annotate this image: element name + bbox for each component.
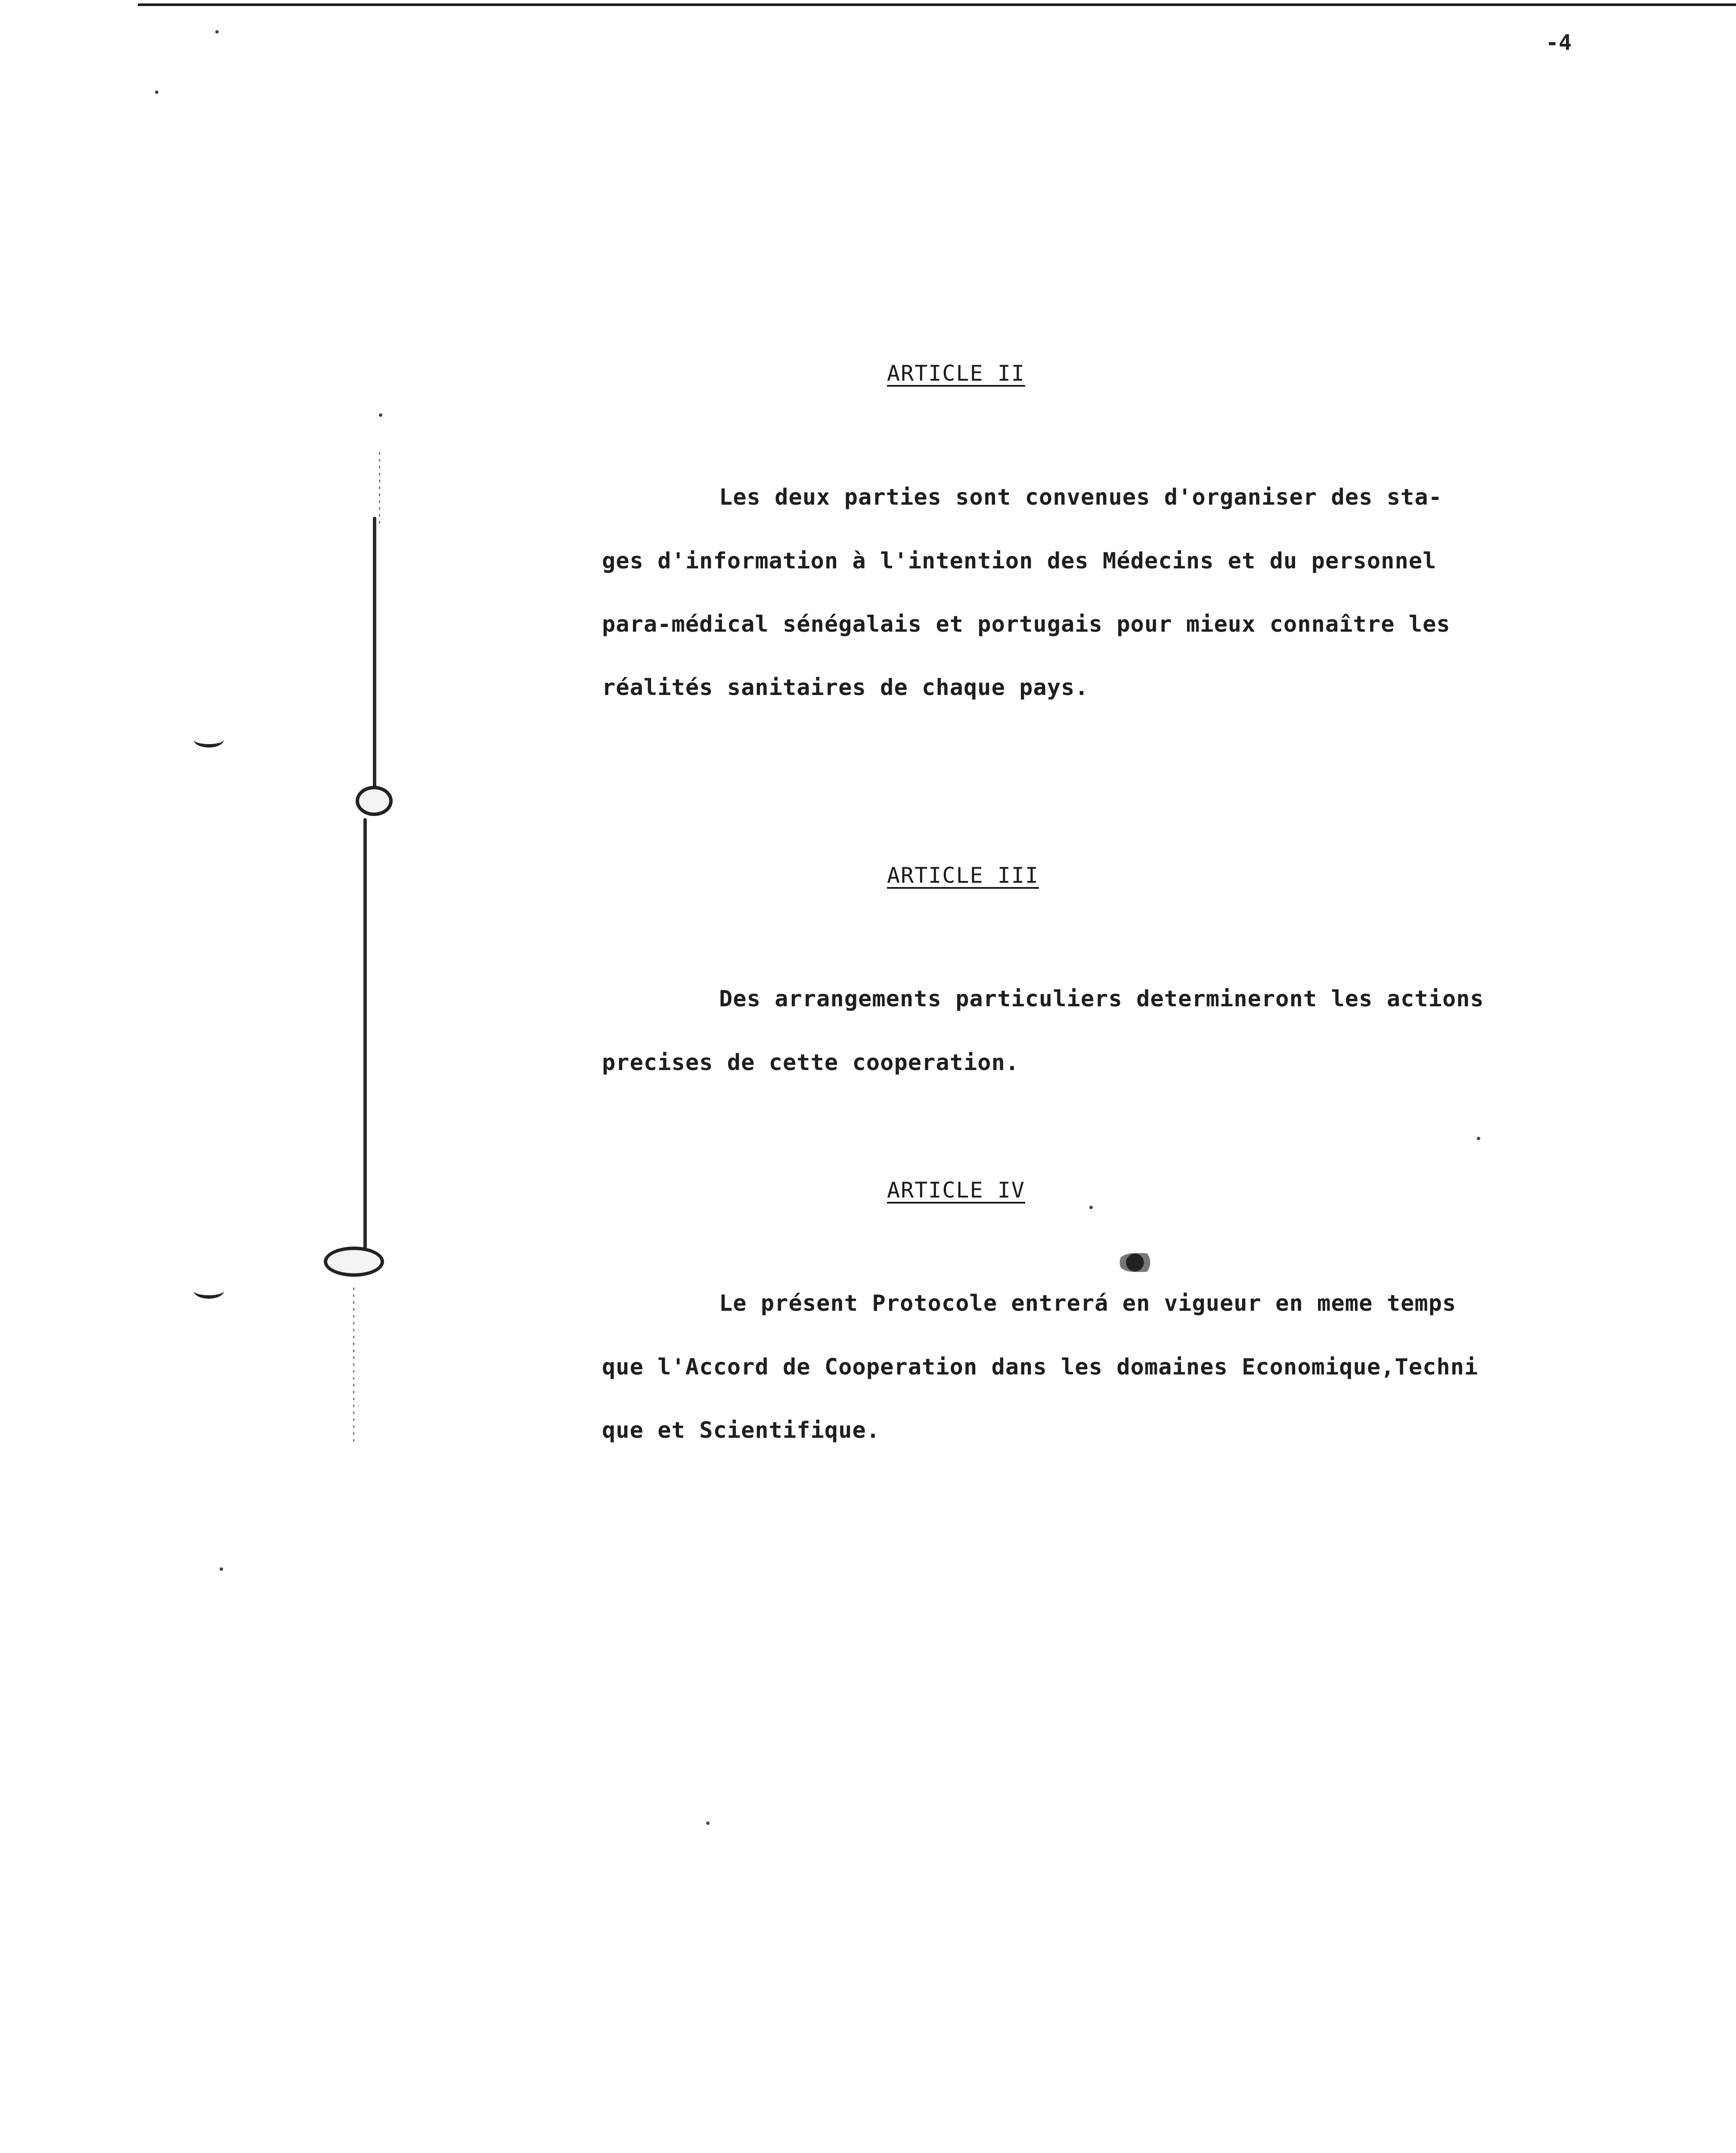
scan-speck bbox=[215, 30, 219, 34]
scan-speck bbox=[155, 90, 158, 94]
article-4-heading: ARTICLE IV bbox=[887, 1178, 1026, 1203]
article-2-line-1: Les deux parties sont convenues d'organiser des sta- bbox=[719, 484, 1442, 510]
binding-line-upper bbox=[373, 517, 376, 792]
binding-dashed-line-top bbox=[379, 452, 380, 525]
binding-hole-upper bbox=[356, 786, 393, 816]
binding-dashed-line-bottom bbox=[353, 1287, 354, 1443]
article-2-heading: ARTICLE II bbox=[887, 361, 1026, 386]
scan-speck bbox=[1089, 1206, 1093, 1209]
top-border-rule bbox=[138, 3, 1736, 6]
article-2-line-2: ges d'information à l'intention des Médecins et du personnel bbox=[602, 548, 1437, 574]
scan-speck bbox=[706, 1821, 710, 1825]
scan-speck bbox=[1477, 1137, 1480, 1140]
scan-speck bbox=[379, 413, 382, 417]
article-3-heading: ARTICLE III bbox=[887, 863, 1039, 888]
binding-hole-lower bbox=[324, 1247, 384, 1277]
article-4-line-3: que et Scientifique. bbox=[602, 1418, 880, 1443]
article-2-line-4: réalités sanitaires de chaque pays. bbox=[602, 675, 1089, 701]
article-4-line-1: Le présent Protocole entrerá en vigueur en meme temps bbox=[719, 1291, 1457, 1316]
margin-mark-upper bbox=[194, 732, 224, 748]
scan-speck bbox=[220, 1567, 223, 1571]
article-4-line-2: que l'Accord de Cooperation dans les domaines Economique,Techni bbox=[602, 1354, 1479, 1380]
binding-line-lower bbox=[363, 818, 367, 1249]
page-corner-mark: -4 bbox=[1546, 30, 1572, 55]
margin-mark-lower bbox=[194, 1283, 224, 1299]
article-3-line-2: precises de cette cooperation. bbox=[602, 1050, 1020, 1076]
article-2-line-3: para-médical sénégalais et portugais pour mieux connaître les bbox=[602, 611, 1451, 637]
ink-blot bbox=[1119, 1253, 1158, 1272]
article-3-line-1: Des arrangements particuliers determineront les actions bbox=[719, 986, 1484, 1012]
